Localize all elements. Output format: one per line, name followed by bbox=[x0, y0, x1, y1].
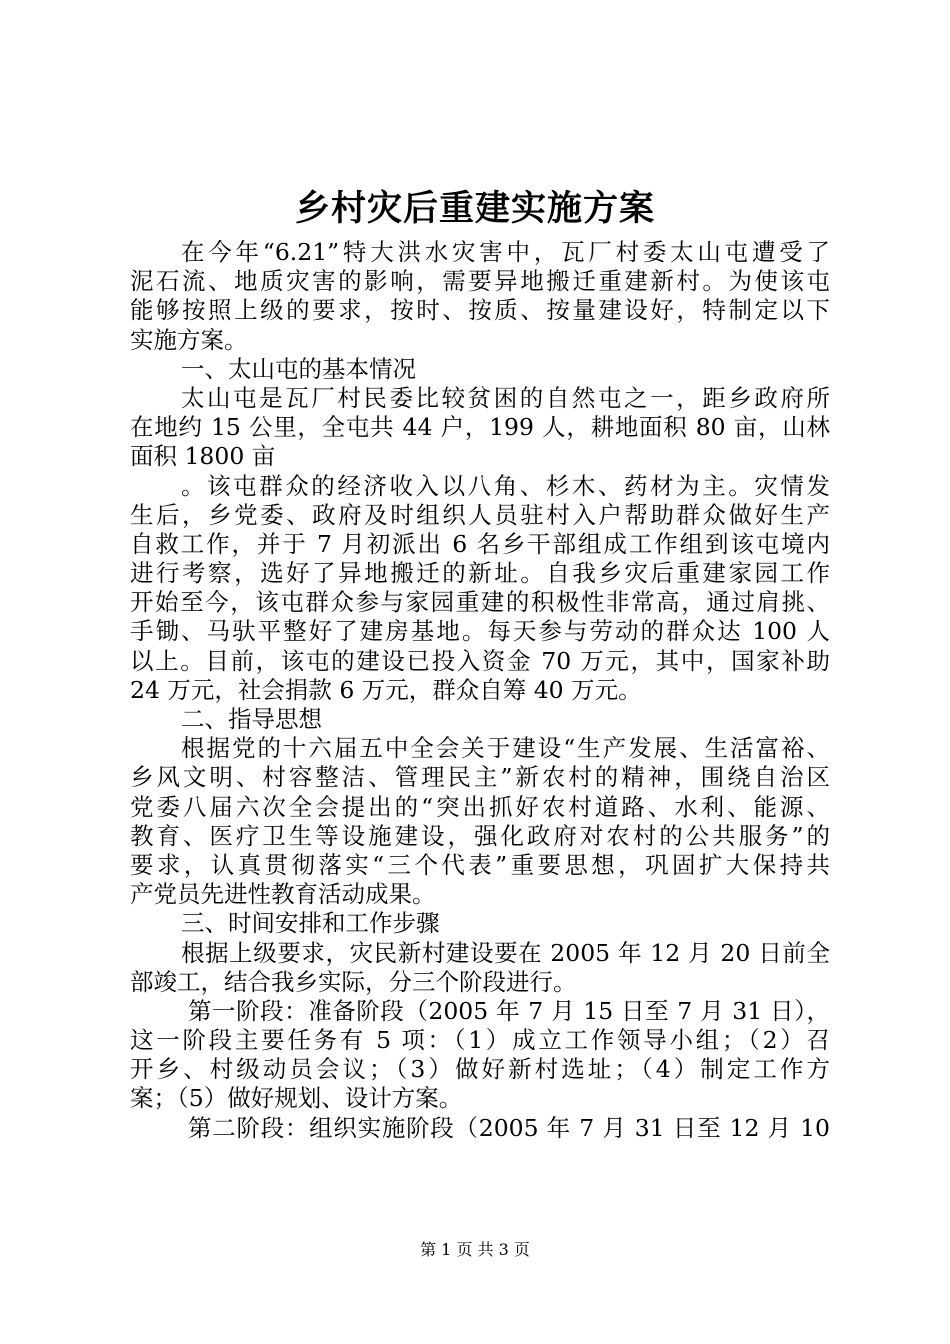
text-line: 开始至今，该屯群众参与家园重建的积极性非常高，通过肩挑、 bbox=[130, 588, 830, 617]
text-line: 一、太山屯的基本情况 bbox=[181, 354, 416, 383]
text-line: 以上。目前，该屯的建设已投入资金 70 万元，其中，国家补助 bbox=[130, 646, 830, 675]
text-line: 自救工作，并于 7 月初派出 6 名乡干部组成工作组到该屯境内 bbox=[130, 529, 830, 558]
text-line: 面积 1800 亩 bbox=[130, 442, 276, 471]
document-title: 乡村灾后重建实施方案 bbox=[294, 188, 655, 229]
text-line: 乡风文明、村容整洁、管理民主”新农村的精神，围绕自治区 bbox=[130, 763, 830, 792]
text-line: 进行考察，选好了异地搬迁的新址。自我乡灾后重建家园工作 bbox=[130, 559, 830, 588]
text-line: 在地约 15 公里，全屯共 44 户，199 人，耕地面积 80 亩，山林 bbox=[130, 413, 830, 442]
text-line: 第二阶段：组织实施阶段（2005 年 7 月 31 日至 12 月 10 bbox=[188, 1113, 830, 1142]
text-line: 根据党的十六届五中全会关于建设“生产发展、生活富裕、 bbox=[181, 734, 830, 763]
text-line: 案；（5）做好规划、设计方案。 bbox=[130, 1084, 463, 1113]
text-line: 实施方案。 bbox=[130, 325, 248, 354]
text-line: 生后，乡党委、政府及时组织人员驻村入户帮助群众做好生产 bbox=[130, 500, 830, 529]
document-body bbox=[130, 238, 830, 1143]
text-line: 要求，认真贯彻落实“三个代表”重要思想，巩固扩大保持共 bbox=[130, 850, 830, 879]
text-line: 教育、医疗卫生等设施建设，强化政府对农村的公共服务”的 bbox=[130, 821, 830, 850]
text-line: 三、时间安排和工作步骤 bbox=[181, 909, 440, 938]
text-line: 根据上级要求，灾民新村建设要在 2005 年 12 月 20 日前全 bbox=[181, 938, 830, 967]
text-line: 二、指导思想 bbox=[181, 705, 322, 733]
text-line: 手锄、马驮平整好了建房基地。每天参与劳动的群众达 100 人 bbox=[130, 617, 830, 646]
text-line: 。该屯群众的经济收入以八角、杉木、药材为主。灾情发 bbox=[181, 471, 830, 500]
text-line: 太山屯是瓦厂村民委比较贫困的自然屯之一，距乡政府所 bbox=[181, 383, 830, 412]
text-line: 第一阶段：准备阶段（2005 年 7 月 15 日至 7 月 31 日）， bbox=[188, 996, 830, 1025]
text-line: 在今年“6.21”特大洪水灾害中，瓦厂村委太山屯遭受了 bbox=[181, 238, 830, 266]
text-line: 泥石流、地质灾害的影响，需要异地搬迁重建新村。为使该屯 bbox=[130, 267, 830, 296]
text-line: 产党员先进性教育活动成果。 bbox=[130, 880, 436, 909]
text-line: 这一阶段主要任务有 5 项：（1）成立工作领导小组；（2）召 bbox=[130, 1026, 830, 1055]
text-line: 能够按照上级的要求，按时、按质、按量建设好，特制定以下 bbox=[130, 296, 830, 325]
text-line: 党委八届六次全会提出的“突出抓好农村道路、水利、能源、 bbox=[130, 792, 830, 821]
text-line: 24 万元，社会捐款 6 万元，群众自筹 40 万元。 bbox=[130, 675, 642, 704]
page-footer: 第 1 页 共 3 页 bbox=[420, 1240, 530, 1259]
text-line: 开乡、村级动员会议；（3）做好新村选址；（4）制定工作方 bbox=[130, 1055, 830, 1084]
text-line: 部竣工，结合我乡实际，分三个阶段进行。 bbox=[130, 967, 577, 996]
